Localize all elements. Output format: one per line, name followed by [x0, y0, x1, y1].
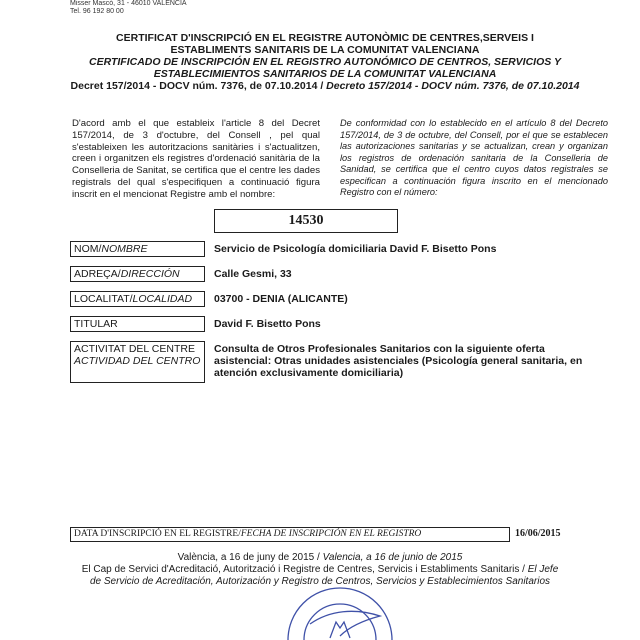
name-label-val: NOM/	[74, 243, 102, 255]
place-date	[40, 552, 600, 564]
signer-title	[40, 564, 600, 576]
holder-label-val: TITULAR	[74, 318, 118, 330]
seal-inner-arc	[304, 604, 376, 640]
place-date-es: Valencia, a 16 de junio de 2015	[322, 552, 463, 563]
locality-label-val: LOCALITAT/	[74, 293, 133, 305]
locality-label-es: LOCALIDAD	[132, 293, 193, 305]
name-label	[70, 241, 205, 257]
activity-value: Consulta de Otros Profesionales Sanitarios con la siguiente oferta asistencial: Otras unidades asistenciales (Psicología general sanitaria, en atención exclusivamente domiciliaria)	[214, 343, 583, 379]
locality-label	[70, 291, 205, 307]
address-label-es: DIRECCIÓN	[120, 268, 180, 280]
intro-valencian: D'acord amb el que estableix l'article 8 del Decret 157/2014, de 3 d'octubre, del Consell , pel qual s'estableixen les autoritzacions sanitàries i s'actualitzen, creen i organitzen els registres d'ordenació sanitària de la Conselleria de Sanitat, se certifica que el centre les dades registrals del qual s'especifiquen a continuació figura inscrit en el mencionat Registre amb el nombre:	[72, 118, 320, 200]
holder-label	[70, 316, 205, 332]
inscription-date-label	[70, 527, 510, 542]
inscription-date-label-es: FECHA DE INSCRIPCIÓN EN EL REGISTRO	[240, 529, 422, 539]
intro-spanish: De conformidad con lo establecido en el artículo 8 del Decreto 157/2014, de 3 de octubre, del Consell, por el que se establecen las autorizaciones sanitarias y se actualizan, crean y organizan los registros de ordenación sanitaria de la Conselleria de Sanidad, se certifica que el centro cuyos datos registrales se especifican a continuación figura inscrito en el mencionado Registro con el número:	[340, 118, 608, 197]
address-line: Misser Mascó, 31 - 46010 VALÈNCIA	[70, 0, 187, 7]
inscription-date-value: 16/06/2015	[515, 528, 561, 539]
decree-val: Decret 157/2014 - DOCV núm. 7376, de 07.10.2014 /	[70, 80, 324, 92]
certificate-title	[60, 32, 590, 92]
locality-value: 03700 - DENIA (ALICANTE)	[214, 293, 348, 305]
address-value: Calle Gesmi, 33	[214, 268, 292, 280]
phone-line: Tel. 96 192 80 00	[70, 8, 124, 15]
holder-value: David F. Bisetto Pons	[214, 318, 321, 330]
registration-number: 14530	[214, 209, 398, 233]
place-date-val: València, a 16 de juny de 2015 /	[177, 552, 320, 563]
title-es-line1: CERTIFICADO DE INSCRIPCIÓN EN EL REGISTRO AUTONÓMICO DE CENTROS, SERVICIOS Y	[89, 56, 561, 68]
seal-outer-arc	[288, 588, 392, 640]
title-val-line2: ESTABLIMENTS SANITARIS DE LA COMUNITAT VALENCIANA	[170, 44, 480, 56]
inscription-date-label-val: DATA D'INSCRIPCIÓ EN EL REGISTRE/	[74, 529, 241, 539]
address-label-val: ADREÇA/	[74, 268, 121, 280]
signer-es-b: de Servicio de Acreditación, Autorización y Registro de Centros, Servicios y Establecimientos Sanitarios	[89, 576, 551, 587]
letterhead-address	[70, 0, 187, 16]
title-val-line1: CERTIFICAT D'INSCRIPCIÓ EN EL REGISTRE AUTONÒMIC DE CENTRES,SERVEIS I	[116, 32, 534, 44]
decree-reference	[60, 80, 590, 92]
activity-label-val: ACTIVITAT DEL CENTRE	[74, 343, 195, 355]
title-es-line2: ESTABLECIMIENTOS SANITARIOS DE LA COMUNITAT VALENCIANA	[153, 68, 497, 80]
activity-label-es: ACTIVIDAD DEL CENTRO	[74, 355, 201, 367]
decree-es: Decreto 157/2014 - DOCV núm. 7376, de 07.10.2014	[326, 80, 580, 92]
name-label-es: NOMBRE	[101, 243, 148, 255]
signer-val: El Cap de Servici d'Acreditació, Autorització i Registre de Centres, Servicis i Establiments Sanitaris /	[81, 564, 525, 575]
activity-label	[70, 341, 205, 383]
name-value: Servicio de Psicología domiciliaria David F. Bisetto Pons	[214, 243, 497, 255]
signer-es-a: El Jefe	[527, 564, 559, 575]
official-seal-icon	[270, 580, 410, 640]
address-label	[70, 266, 205, 282]
